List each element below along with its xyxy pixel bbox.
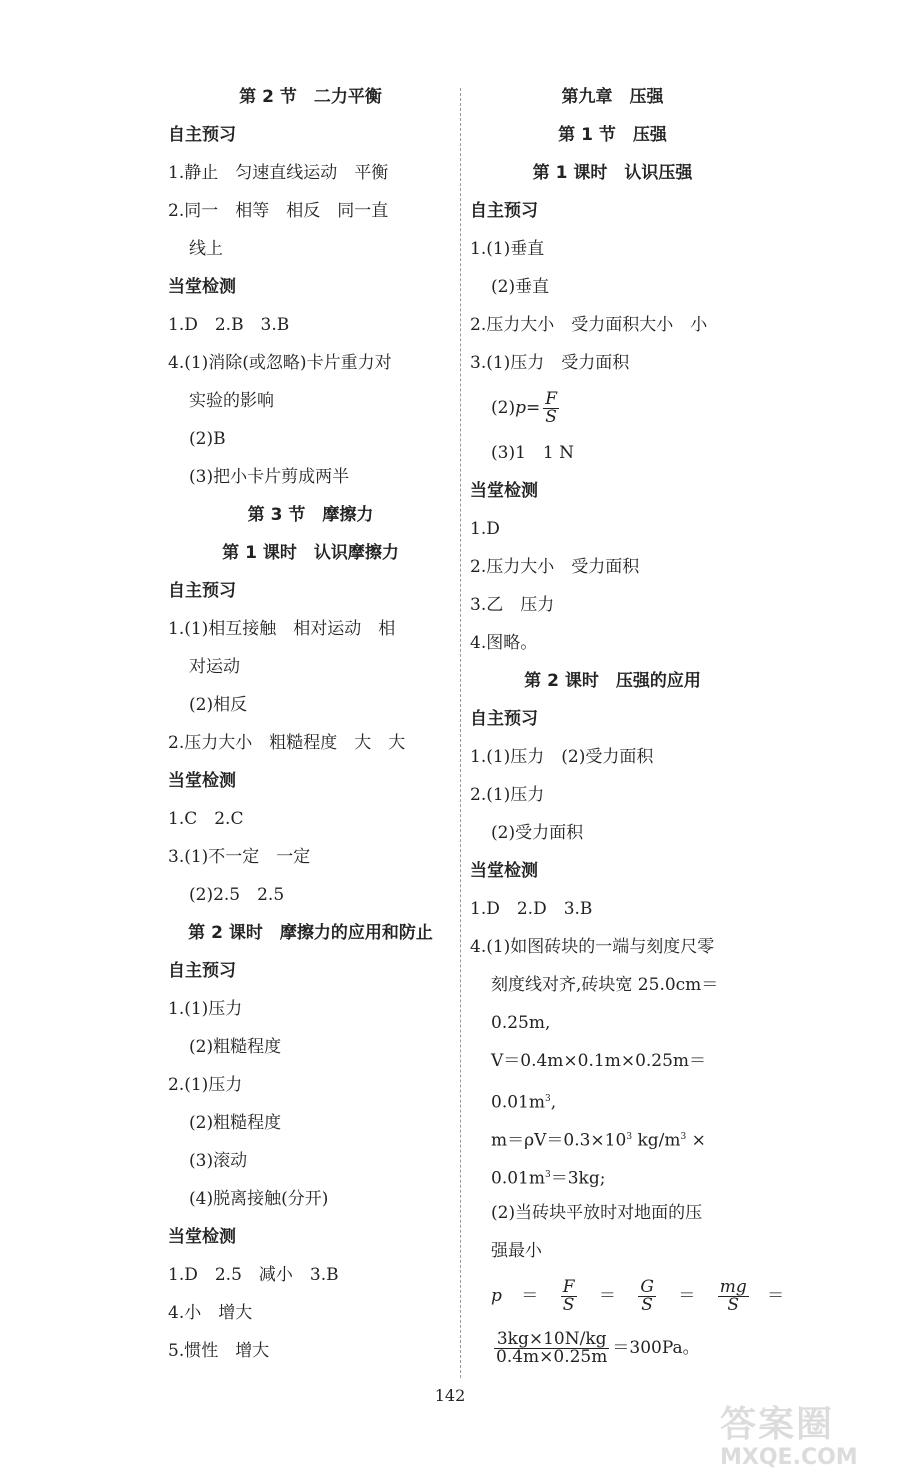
superscript: 3 (544, 1094, 551, 1104)
superscript: 3 (544, 1170, 551, 1180)
answer-line (470, 1118, 755, 1156)
fraction-numerator: G (640, 1277, 654, 1297)
answer-line: 1.D 2.D 3.B (470, 899, 593, 919)
lesson-title: 第 1 课时 认识压强 (532, 163, 693, 183)
formula-line (470, 1322, 755, 1374)
formula-prefix: (2) (491, 398, 516, 418)
answer-line: 1.(1)压力 (2)受力面积 (470, 747, 654, 767)
subsection-heading: 自主预习 (168, 961, 236, 981)
answer-line (470, 1080, 755, 1118)
fraction (494, 1331, 609, 1366)
superscript: 3 (626, 1132, 633, 1142)
text: ＝3kg; (550, 1168, 606, 1189)
answer-line: 4.小 增大 (168, 1303, 253, 1323)
answer-line: (3)1 1 N (491, 443, 574, 463)
answer-line: 2.(1)压力 (470, 785, 545, 805)
fraction-denominator: 0.4m×0.25m (496, 1347, 608, 1367)
fraction (718, 1279, 749, 1314)
watermark-logo (720, 1405, 895, 1475)
formula-result: ＝300Pa。 (612, 1338, 700, 1358)
answer-line: 1.(1)垂直 (470, 239, 545, 259)
answer-line: 3.(1)压力 受力面积 (470, 353, 630, 373)
answer-line: (3)滚动 (189, 1151, 248, 1171)
answer-line: 1.D 2.5 减小 3.B (168, 1265, 339, 1285)
fraction-denominator: S (562, 1295, 575, 1315)
answer-line: (2)当砖块平放时对地面的压 (491, 1203, 703, 1223)
section-title: 第 1 节 压强 (558, 125, 667, 145)
text: × (686, 1130, 706, 1151)
answer-line: (2)受力面积 (491, 823, 584, 843)
page-number: 142 (434, 1386, 466, 1405)
lesson-title: 第 2 课时 摩擦力的应用和防止 (188, 923, 433, 943)
answer-line: 1.(1)压力 (168, 999, 243, 1019)
text: 0.01m (491, 1168, 545, 1189)
text: kg/m (632, 1130, 681, 1151)
answer-line: 1.D 2.B 3.B (168, 315, 290, 335)
watermark-url: MXQE.COM (720, 1445, 858, 1470)
column-divider (460, 88, 461, 1378)
fraction-denominator: S (641, 1295, 653, 1315)
answer-line: 1.(1)相互接触 相对运动 相 (168, 619, 396, 639)
answer-line: (4)脱离接触(分开) (189, 1189, 329, 1209)
subsection-heading: 当堂检测 (470, 861, 538, 881)
answer-line: 5.惯性 增大 (168, 1341, 270, 1361)
answer-line: 2.同一 相等 相反 同一直 (168, 201, 389, 221)
answer-line: 2.压力大小 粗糙程度 大 大 (168, 733, 406, 753)
answer-line: 2.压力大小 受力面积 (470, 557, 640, 577)
text: 0.01m (491, 1092, 545, 1113)
lesson-title: 第 1 课时 认识摩擦力 (222, 543, 399, 563)
answer-line: V＝0.4m×0.1m×0.25m＝ (491, 1051, 707, 1071)
chapter-title: 第九章 压强 (561, 87, 664, 107)
answer-line: 2.压力大小 受力面积大小 小 (470, 315, 708, 335)
answer-line: 对运动 (189, 657, 240, 677)
answer-line: 2.(1)压力 (168, 1075, 243, 1095)
section-title: 第 2 节 二力平衡 (239, 87, 382, 107)
answer-line: (2)粗糙程度 (189, 1037, 282, 1057)
subsection-heading: 当堂检测 (168, 1227, 236, 1247)
formula-var: p (491, 1286, 502, 1306)
answer-line: 线上 (189, 239, 223, 259)
subsection-heading: 自主预习 (470, 709, 538, 729)
formula-eq: ＝ (521, 1286, 539, 1306)
left-column (168, 78, 453, 1370)
answer-line: (3)把小卡片剪成两半 (189, 467, 350, 487)
answer-line: 1.C 2.C (168, 809, 244, 829)
section-title: 第 3 节 摩擦力 (247, 505, 374, 525)
fraction-numerator: F (562, 1277, 575, 1297)
text: , (550, 1092, 557, 1113)
answer-line: (2)粗糙程度 (189, 1113, 282, 1133)
lesson-title: 第 2 课时 压强的应用 (524, 671, 701, 691)
answer-line: (2)垂直 (491, 277, 550, 297)
subsection-heading: 自主预习 (168, 581, 236, 601)
answer-line: (2)B (189, 429, 226, 449)
subsection-heading: 自主预习 (470, 201, 538, 221)
answer-line: 刻度线对齐,砖块宽 25.0cm＝ (491, 975, 719, 995)
subsection-heading: 当堂检测 (168, 771, 236, 791)
answer-line: (2)2.5 2.5 (189, 885, 285, 905)
fraction-denominator: S (727, 1295, 740, 1315)
formula-eq: ＝ (678, 1286, 696, 1306)
fraction (638, 1279, 656, 1314)
subsection-heading: 当堂检测 (470, 481, 538, 501)
formula-eq: = (525, 398, 541, 418)
formula-line (470, 382, 755, 434)
fraction-numerator: mg (719, 1277, 747, 1297)
answer-line: 3.(1)不一定 一定 (168, 847, 311, 867)
formula-eq: ＝ (767, 1286, 785, 1306)
answer-line: 实验的影响 (189, 391, 274, 411)
fraction-numerator: F (545, 389, 558, 409)
fraction-denominator: S (545, 407, 557, 427)
superscript: 3 (680, 1132, 687, 1142)
answer-line: 0.25m, (491, 1013, 551, 1033)
answer-line: 强最小 (491, 1241, 542, 1261)
subsection-heading: 自主预习 (168, 125, 236, 145)
formula-var: p (515, 398, 526, 418)
right-column (470, 78, 785, 1374)
answer-line (470, 1156, 755, 1194)
formula-eq: ＝ (598, 1286, 616, 1306)
answer-line: 1.D (470, 519, 500, 539)
answer-line: 4.图略。 (470, 633, 538, 653)
answer-line: (2)相反 (189, 695, 248, 715)
text: m＝ρV＝0.3×10 (491, 1130, 627, 1151)
answer-line: 4.(1)如图砖块的一端与刻度尺零 (470, 937, 715, 957)
formula-line (470, 1270, 785, 1322)
fraction-numerator: 3kg×10N/kg (494, 1331, 609, 1349)
watermark-text: 答案圈 (720, 1404, 835, 1445)
fraction (543, 391, 559, 426)
answer-line: 4.(1)消除(或忽略)卡片重力对 (168, 353, 392, 373)
answer-line: 1.静止 匀速直线运动 平衡 (168, 163, 389, 183)
fraction (561, 1279, 577, 1314)
answer-line: 3.乙 压力 (470, 595, 555, 615)
subsection-heading: 当堂检测 (168, 277, 236, 297)
